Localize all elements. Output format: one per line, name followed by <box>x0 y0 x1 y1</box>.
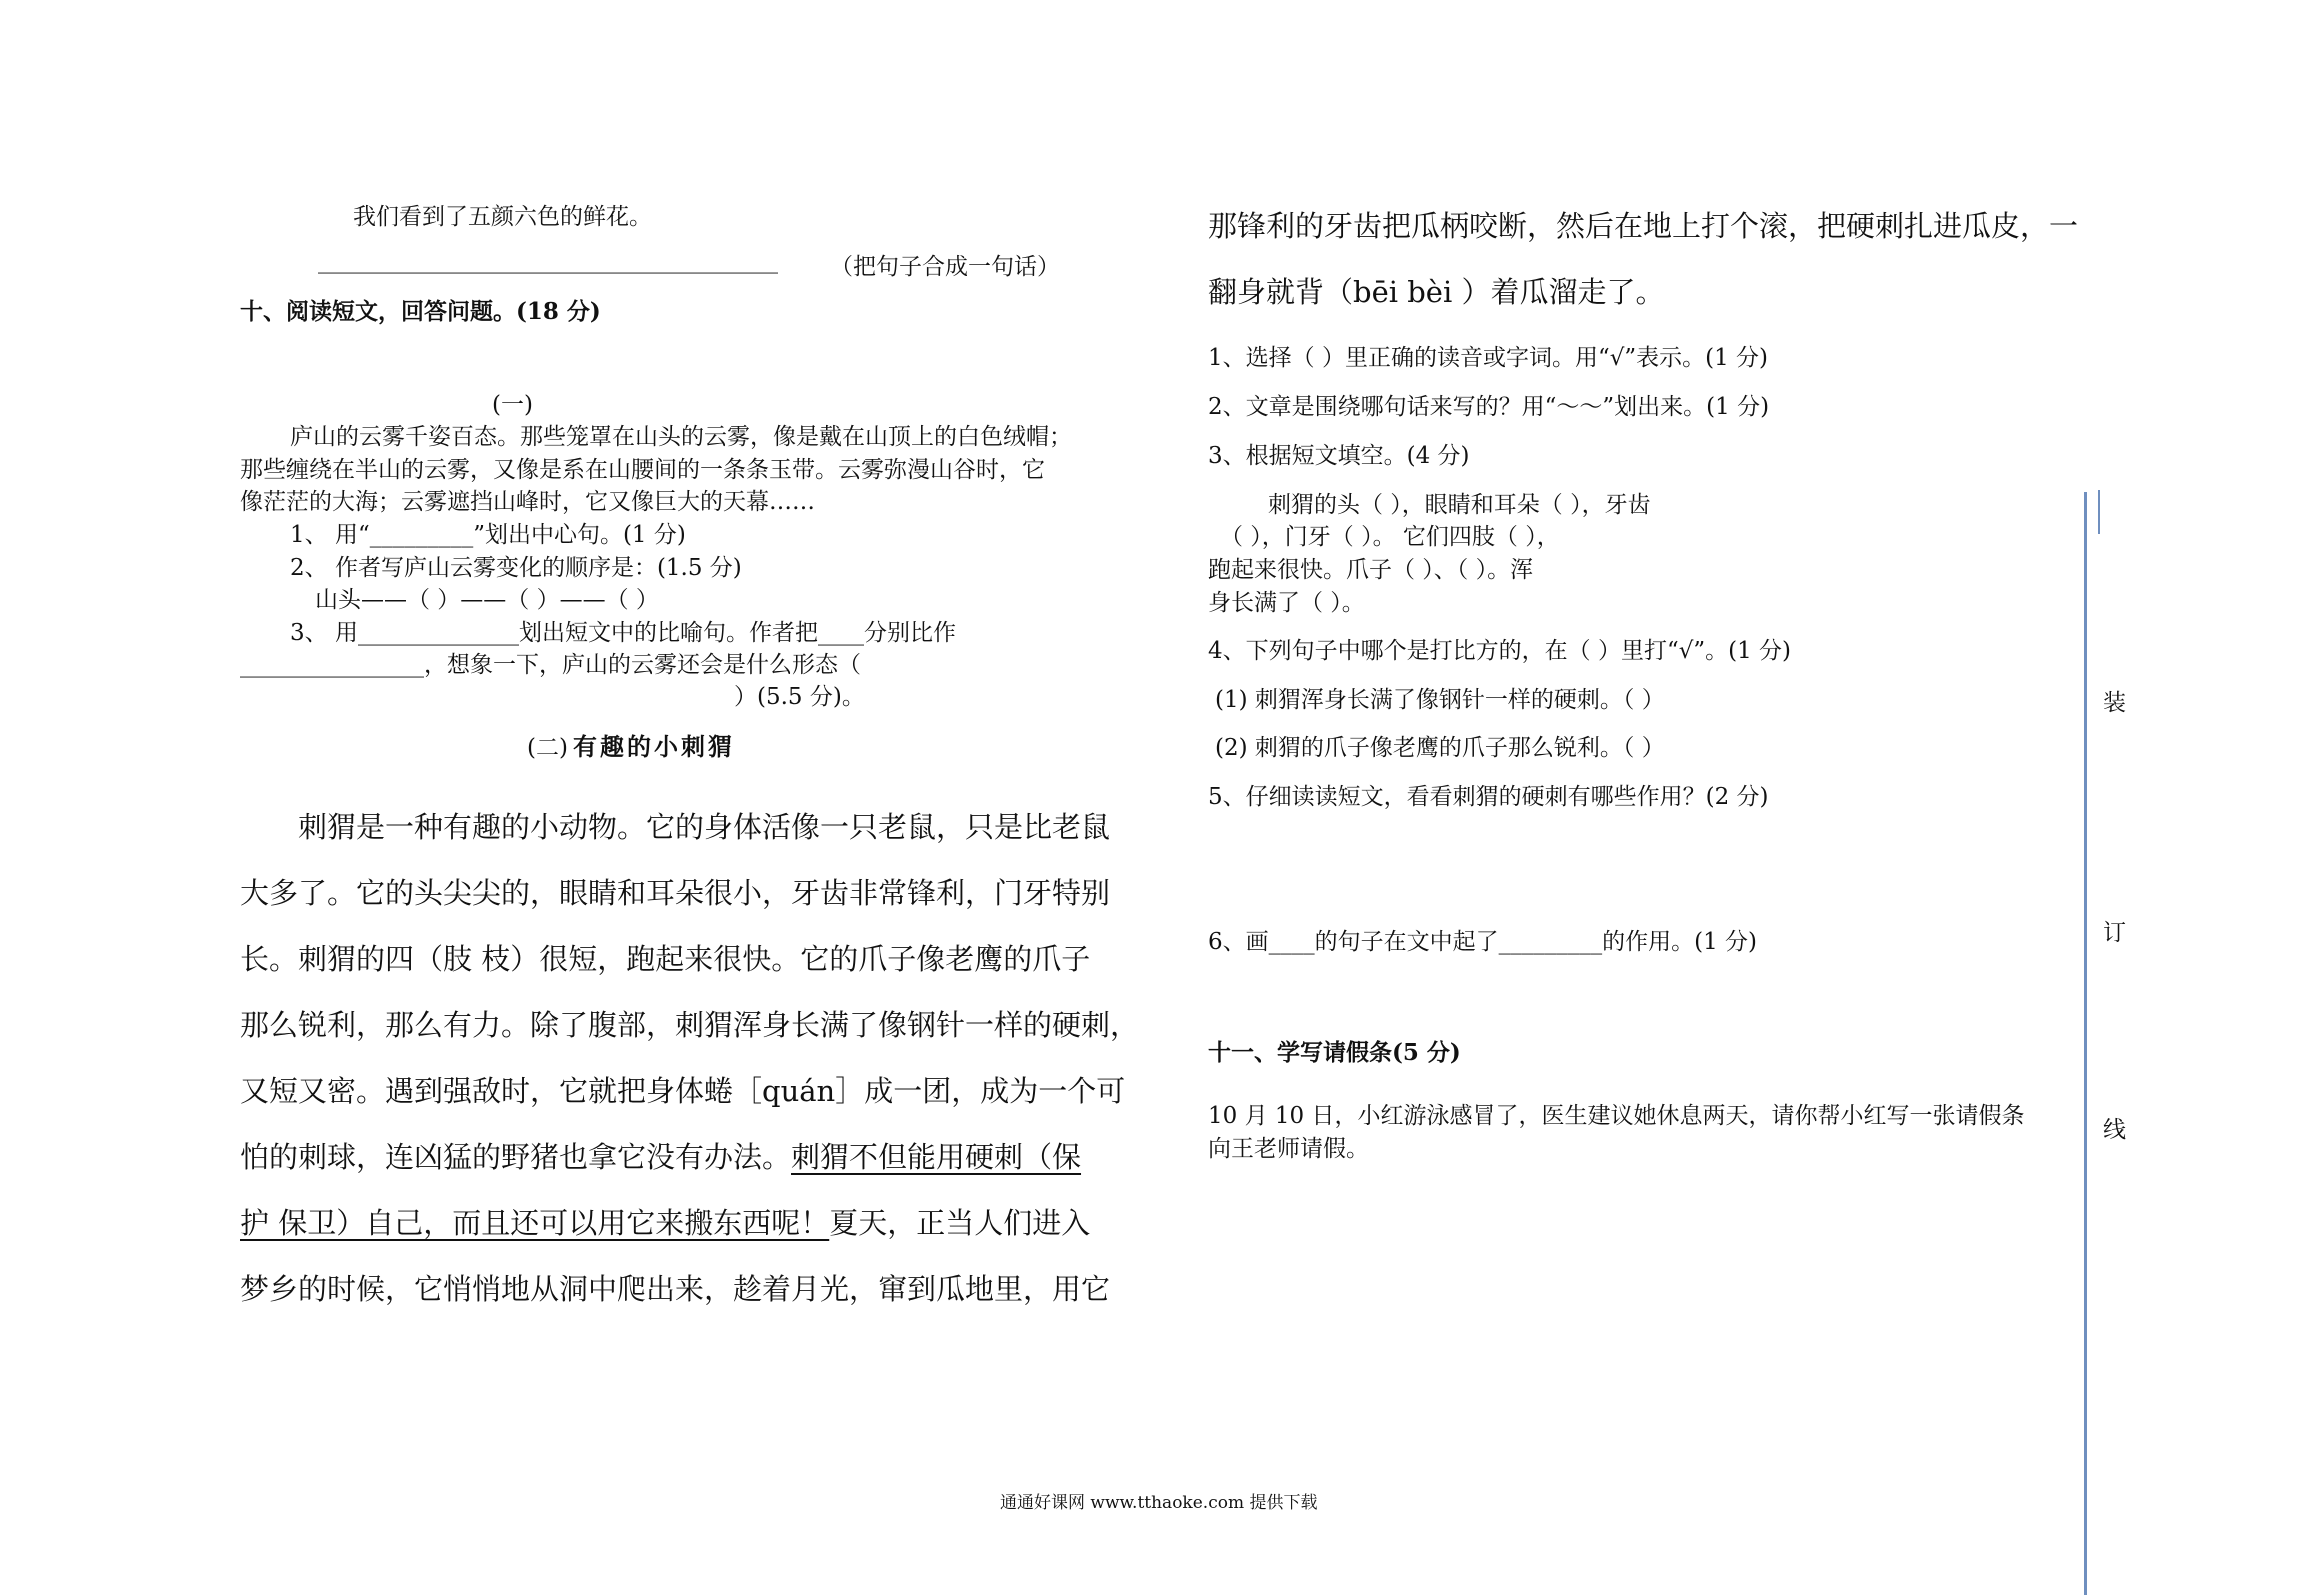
question-4-option-1[interactable]: (1) 刺猬浑身长满了像钢针一样的硬刺。（ ） <box>1215 687 1665 713</box>
passage1-question-3-c: ）(5.5 分)。 <box>734 684 865 710</box>
binding-tick <box>2098 490 2100 534</box>
passage2-title-text: 有趣的小刺猬 <box>573 732 736 761</box>
fill-line-4[interactable]: 身长满了（ ）。 <box>1208 590 1365 616</box>
passage2-line-1: 刺猬是一种有趣的小动物。它的身体活像一只老鼠，只是比老鼠 <box>298 810 1111 844</box>
passage1-label: (一) <box>492 392 533 418</box>
passage2-title <box>527 727 735 762</box>
passage2-continued-line-2: 翻身就背（bēi bèi ）着瓜溜走了。 <box>1208 275 1665 309</box>
binding-line <box>2084 492 2087 1595</box>
binding-char-ding: 订 <box>2103 920 2126 946</box>
passage1-question-3-a: 3、 用______________划出短文中的比喻句。作者把____分别比作 <box>290 620 956 646</box>
section-11-line-2: 向王老师请假。 <box>1208 1136 1369 1162</box>
fill-line-2[interactable]: （ ），门牙（ ）。 它们四肢（ ）， <box>1220 524 1560 550</box>
passage1-line-3: 像茫茫的大海；云雾遮挡山峰时，它又像巨大的天幕…… <box>240 489 815 515</box>
passage1-line-2: 那些缠绕在半山的云雾，又像是系在山腰间的一条条玉带。云雾弥漫山谷时，它 <box>240 457 1045 483</box>
section-11-line-1: 10 月 10 日，小红游泳感冒了，医生建议她休息两天，请你帮小红写一张请假条 <box>1208 1103 2025 1129</box>
binding-char-zhuang: 装 <box>2103 690 2126 716</box>
footer-credit: 通通好课网 www.tthaoke.com 提供下载 <box>1000 1493 1318 1513</box>
merge-instruction: （把句子合成一句话） <box>830 254 1060 280</box>
passage2-continued-line-1: 那锋利的牙齿把瓜柄咬断，然后在地上打个滚，把硬刺扎进瓜皮，一 <box>1208 209 2079 243</box>
passage2-title-prefix: (二) <box>527 735 568 761</box>
question-4-option-2[interactable]: (2) 刺猬的爪子像老鹰的爪子那么锐利。（ ） <box>1215 735 1665 761</box>
passage1-question-2: 2、 作者写庐山云雾变化的顺序是：(1.5 分) <box>290 555 742 581</box>
passage2-line-4: 那么锐利，那么有力。除了腹部，刺猬浑身长满了像钢针一样的硬刺， <box>240 1008 1140 1042</box>
section-10-title: 十、阅读短文，回答问题。(18 分) <box>240 298 601 325</box>
right-question-3: 3、根据短文填空。(4 分) <box>1208 443 1470 469</box>
passage1-question-1: 1、 用“_________”划出中心句。(1 分) <box>290 522 686 548</box>
passage1-line-1: 庐山的云雾千姿百态。那些笼罩在山头的云雾，像是戴在山顶上的白色绒帽； <box>290 424 1072 450</box>
passage2-line-2: 大多了。它的头尖尖的，眼睛和耳朵很小，牙齿非常锋利，门牙特别 <box>240 876 1111 910</box>
passage2-line-7 <box>240 1201 1090 1242</box>
right-question-2: 2、文章是围绕哪句话来写的？用“～～”划出来。(1 分) <box>1208 394 1770 420</box>
passage1-question-3-b: ________________，想象一下，庐山的云雾还会是什么形态（ <box>240 652 861 678</box>
underlined-sentence-part-2: 护 保卫）自己，而且还可以用它来搬东西呢！ <box>240 1206 830 1240</box>
passage2-line-5: 又短又密。遇到强敌时，它就把身体蜷［quán］成一团，成为一个可 <box>240 1074 1126 1108</box>
passage1-question-2-order[interactable]: 山头——（ ）——（ ）——（ ） <box>315 587 659 613</box>
merge-answer-blank[interactable]: ________________________________________ <box>318 248 778 274</box>
fill-line-3[interactable]: 跑起来很快。爪子（ ）、（ ）。浑 <box>1208 557 1534 583</box>
right-question-1: 1、选择（ ）里正确的读音或字词。用“√”表示。(1 分) <box>1208 345 1769 371</box>
merge-example-sentence: 我们看到了五颜六色的鲜花。 <box>353 204 652 230</box>
right-question-5: 5、仔细读读短文，看看刺猬的硬刺有哪些作用？(2 分) <box>1208 784 1769 810</box>
passage2-line-6-text: 怕的刺球，连凶猛的野猪也拿它没有办法。 <box>240 1140 792 1174</box>
fill-line-1[interactable]: 刺猬的头（ ），眼睛和耳朵（ ），牙齿 <box>1268 492 1651 518</box>
passage2-line-3: 长。刺猬的四（肢 枝）很短，跑起来很快。它的爪子像老鹰的爪子 <box>240 942 1091 976</box>
underlined-sentence-part-1: 刺猬不但能用硬刺（保 <box>791 1140 1082 1174</box>
right-question-6: 6、画____的句子在文中起了_________的作用。(1 分) <box>1208 929 1758 955</box>
binding-char-xian: 线 <box>2103 1117 2126 1143</box>
passage2-line-8: 梦乡的时候，它悄悄地从洞中爬出来，趁着月光，窜到瓜地里，用它 <box>240 1272 1111 1306</box>
section-11-title: 十一、学写请假条(5 分) <box>1208 1039 1461 1066</box>
passage2-line-6 <box>240 1135 1081 1176</box>
right-question-4: 4、下列句子中哪个是打比方的，在（ ）里打“√”。(1 分) <box>1208 638 1792 664</box>
passage2-line-7-text: 夏天，正当人们进入 <box>829 1206 1091 1240</box>
